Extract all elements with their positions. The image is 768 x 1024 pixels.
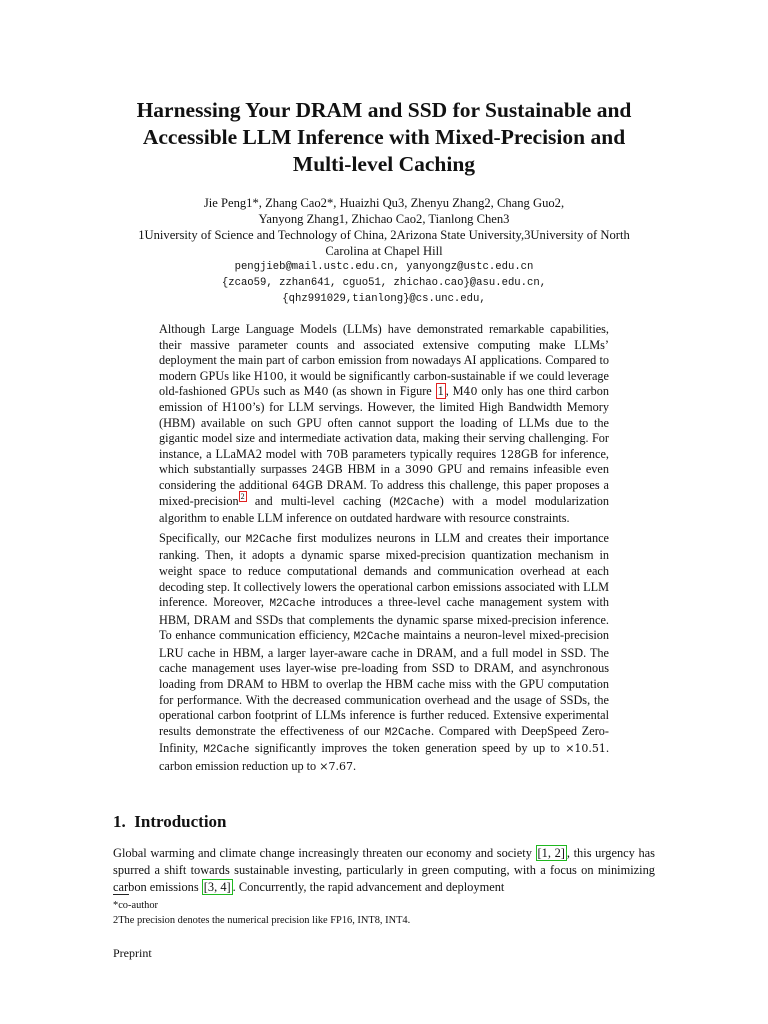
memory-number: 24 bbox=[311, 463, 326, 477]
m2cache-name: M2Cache bbox=[269, 598, 316, 611]
m2cache-name: M2Cache bbox=[384, 726, 431, 739]
intro-text: , this urgency has spurred a shift towards sustainable investing, particularly in green computing, with a focus on minimizing carbon emissions bbox=[113, 846, 655, 894]
email-line-2: {zcao59, zzhan641, cguo51, zhichao.cao}@asu.edu.cn, bbox=[221, 277, 547, 289]
paper-title bbox=[60, 97, 708, 178]
citation-link[interactable]: [3, 4] bbox=[203, 880, 231, 894]
abstract-text: . Compared with DeepSpeed Zero-Infinity, bbox=[159, 723, 609, 756]
abstract-text: significantly improves the token generation speed by up to bbox=[249, 741, 566, 756]
param-number: 70 bbox=[326, 447, 341, 461]
author-emails bbox=[100, 259, 668, 307]
intro-text: Global warming and climate change increasingly threaten our economy and society bbox=[113, 846, 536, 860]
abstract-text: first modulizes neurons in LLM and creates their importance ranking. Then, it adopts a dynamic sparse mixed-precision quantization mechanism in weight space to reduce computational demands and communication overhead at each decoding step. It collectively lowers the operational carbon emissions associated with LLM inference. Moreover, bbox=[159, 530, 609, 610]
abstract-text: ) with a model modularization algorithm to enable LLM inference on outdated hardware with resource constraints. bbox=[159, 493, 610, 526]
footnote-2-link[interactable]: 2 bbox=[240, 492, 245, 502]
section-number: 1. bbox=[113, 812, 126, 831]
section-title: Introduction bbox=[134, 812, 227, 831]
affiliations bbox=[108, 227, 660, 259]
author-list bbox=[110, 195, 658, 227]
abstract-text: Specifically, our bbox=[159, 530, 246, 545]
m2cache-name: M2Cache bbox=[245, 533, 292, 546]
footnotes bbox=[113, 898, 655, 928]
abstract-text: GB for inference, which substantially surpasses bbox=[159, 446, 609, 477]
abstract-text: B parameters typically requires bbox=[340, 446, 501, 461]
title-line-1: Harnessing Your DRAM and SSD for Sustainable and bbox=[136, 98, 632, 122]
abstract-text: , it would be significantly carbon-sustainable if we could leverage old-fashioned GPUs such as M bbox=[159, 368, 609, 399]
gpu-number: 40 bbox=[463, 385, 478, 399]
abstract-text: only has one third carbon emission of H bbox=[159, 384, 609, 414]
abstract-text: . bbox=[352, 759, 357, 774]
abstract-text: GB HBM in a bbox=[325, 462, 406, 477]
footnote-divider bbox=[113, 894, 129, 895]
title-line-2: Accessible LLM Inference with Mixed-Precision and bbox=[142, 125, 626, 149]
author-line-2: Yanyong Zhang1, Zhichao Cao2, Tianlong Chen3 bbox=[258, 212, 510, 226]
abstract-text: . carbon emission reduction up to bbox=[159, 741, 609, 774]
m2cache-name: M2Cache bbox=[203, 744, 250, 757]
carbon-reduction-value: ×7.67 bbox=[319, 760, 353, 774]
memory-number: 128 bbox=[500, 447, 522, 461]
gpu-number: 40 bbox=[314, 385, 329, 399]
abstract-text: ’s) for LLM servings. However, the limited High Bandwidth Memory (HBM) available on such GPU often cannot support the loading of LLMs due to the gigantic model size and intermediate activation data, making their serving challenging. For instance, a LLaMA2 model with bbox=[159, 399, 609, 461]
section-heading-introduction bbox=[113, 812, 227, 832]
citation-link[interactable]: [1, 2] bbox=[537, 846, 565, 860]
m2cache-name: M2Cache bbox=[353, 631, 400, 644]
author-line-1: Jie Peng1*, Zhang Cao2*, Huaizhi Qu3, Zhenyu Zhang2, Chang Guo2, bbox=[203, 196, 565, 210]
affiliation-line-2: Carolina at Chapel Hill bbox=[325, 244, 443, 258]
abstract bbox=[159, 322, 609, 779]
abstract-text: (as shown in Figure bbox=[328, 384, 436, 399]
gpu-number: 100 bbox=[231, 400, 253, 414]
figure-1-link[interactable]: 1 bbox=[437, 384, 444, 399]
abstract-paragraph-1 bbox=[159, 322, 609, 527]
preprint-footer: Preprint bbox=[113, 946, 152, 960]
intro-text: . Concurrently, the rapid advancement and deployment bbox=[232, 880, 505, 894]
introduction-paragraph bbox=[113, 845, 655, 896]
m2cache-name: M2Cache bbox=[393, 496, 440, 509]
abstract-text: , M bbox=[445, 384, 464, 399]
abstract-text: GB DRAM. To address this challenge, this paper proposes a mixed-precision bbox=[159, 477, 609, 508]
affiliation-line-1: 1University of Science and Technology of China, 2Arizona State University,3University of North bbox=[138, 228, 630, 242]
footnote-1: *co-author bbox=[113, 900, 159, 911]
abstract-paragraph-2 bbox=[159, 531, 609, 775]
title-line-3: Multi-level Caching bbox=[292, 152, 476, 176]
footnote-2: 2The precision denotes the numerical precision like FP16, INT8, INT4. bbox=[113, 915, 411, 926]
gpu-number: 3090 bbox=[405, 463, 434, 477]
abstract-text: maintains a neuron-level mixed-precision LRU cache in HBM, a larger layer-aware cache in DRAM, and a full model in SSD. The cache management uses layer-wise pre-loading from SSD to DRAM, and asynchronous loading from DRAM to HBM to overlap the HBM cache miss with the GPU computation for performance. With the decreased communication overhead and the usage of SSDs, the operational carbon footprint of LLMs inference is further reduced. Extensive experimental results demonstrate the effectiveness of our bbox=[159, 628, 610, 738]
email-line-1: pengjieb@mail.ustc.edu.cn, yanyongz@ustc.edu.cn bbox=[234, 261, 534, 273]
abstract-text: GPU and remains infeasible even considering the additional bbox=[159, 462, 609, 492]
gpu-number: 100 bbox=[262, 369, 284, 383]
abstract-text: and multi-level caching ( bbox=[246, 493, 394, 508]
abstract-text: introduces a three-level cache management system with HBM, DRAM and SSDs that complements the dynamic sparse mixed-precision inference. To enhance communication efficiency, bbox=[159, 595, 609, 643]
memory-number: 64 bbox=[291, 478, 306, 492]
abstract-text: Although Large Language Models (LLMs) have demonstrated remarkable capabilities, their massive parameter counts and associated extensive computing make LLMs’ deployment the main part of carbon emission from nowadays AI applications. Compared to modern GPUs like H bbox=[159, 322, 609, 383]
speedup-value: ×10.51 bbox=[565, 742, 606, 756]
email-line-3: {qhz991029,tianlong}@cs.unc.edu, bbox=[282, 293, 486, 305]
